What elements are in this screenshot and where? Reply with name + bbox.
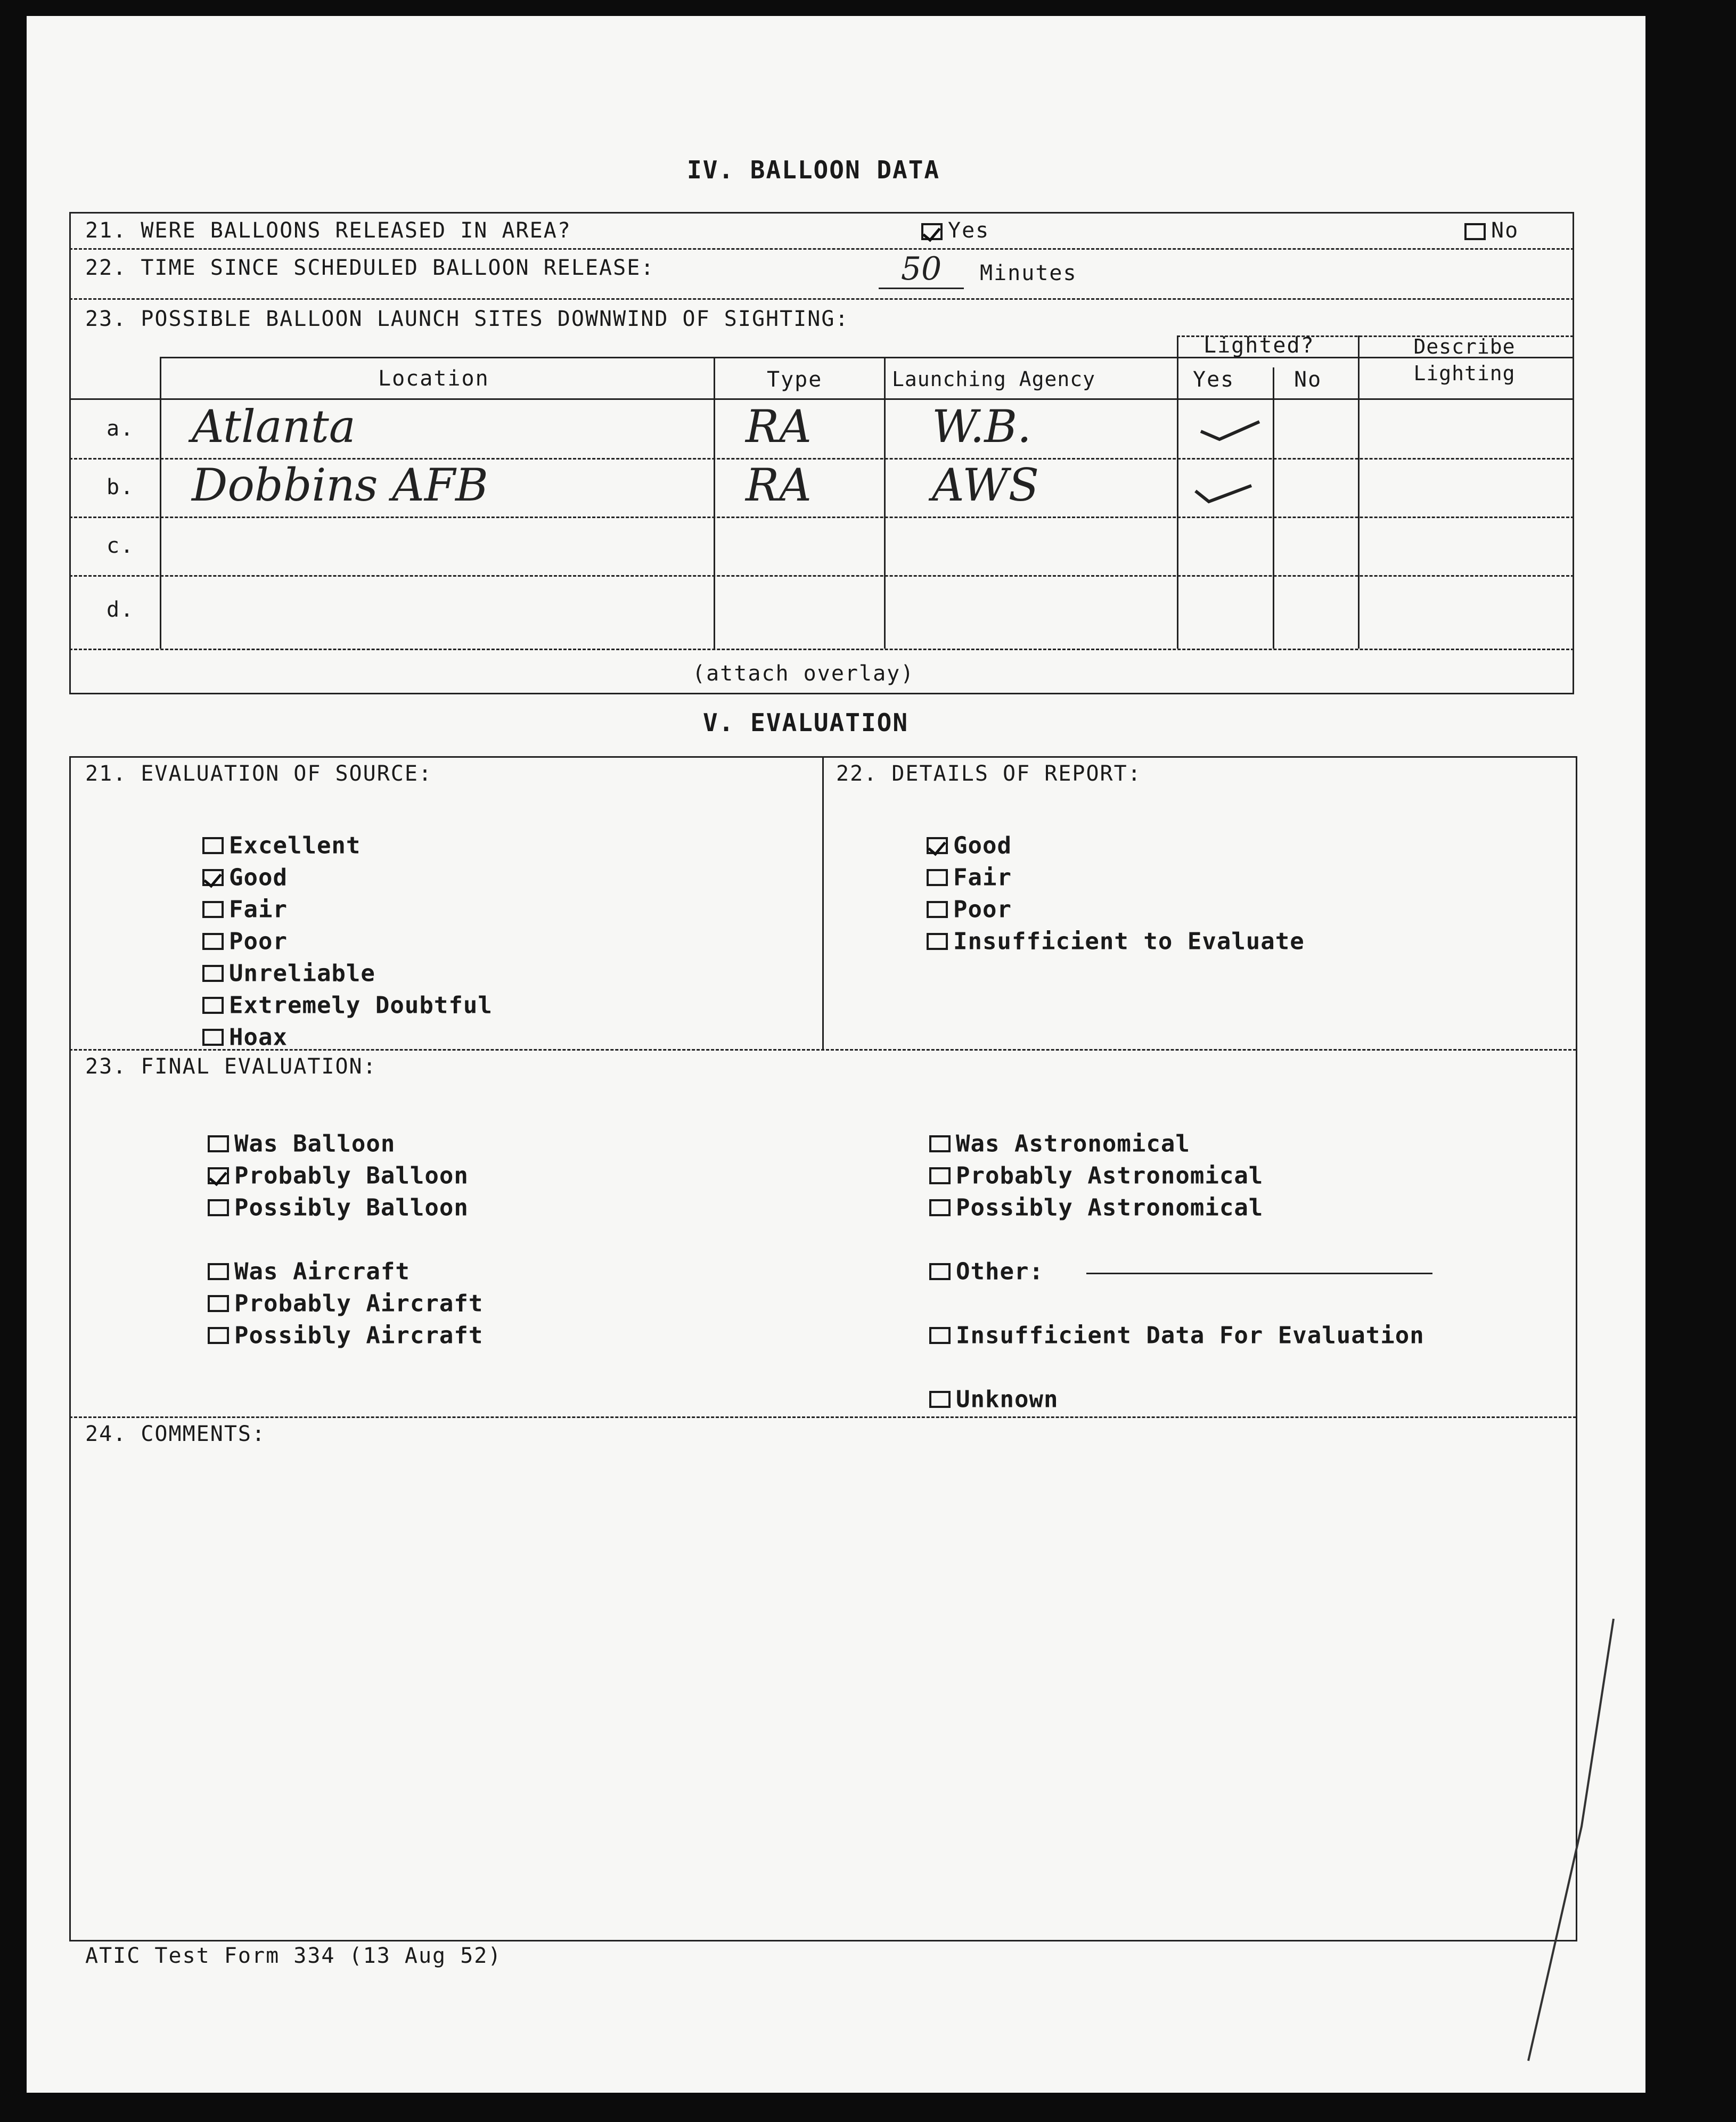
final-right-option-2-label: Probably Astronomical [956,1162,1264,1190]
source-option-1-label: Excellent [229,832,361,859]
final-right-option-2-checkbox[interactable] [929,1167,951,1184]
final-left-option-1[interactable] [208,1129,395,1158]
source-option-1[interactable] [202,831,361,859]
final-left-option-5[interactable] [208,1289,483,1317]
final-left-option-2-checkbox[interactable] [208,1167,229,1184]
row-c-letter: c. [107,534,135,558]
final-right-option-5[interactable] [929,1321,1424,1349]
q23-label: 23. POSSIBLE BALLOON LAUNCH SITES DOWNWIND OF SIGHTING: [85,307,849,331]
row-a-location[interactable]: Atlanta [192,400,356,453]
final-left-option-4-label: Was Aircraft [234,1258,410,1285]
source-option-7-checkbox[interactable] [202,1029,224,1046]
final-right-option-3-label: Possibly Astronomical [956,1194,1264,1222]
final-right-option-6-label: Unknown [956,1386,1059,1413]
section-iv-title: IV. BALLOON DATA [687,155,940,184]
final-left-option-3[interactable] [208,1193,469,1222]
source-option-7-label: Hoax [229,1023,288,1051]
header-lighted-yes: Yes [1193,367,1235,392]
final-left-option-6-label: Possibly Aircraft [234,1322,484,1349]
pen-stroke-mark [1518,1613,1624,2066]
final-right-option-5-checkbox[interactable] [929,1327,951,1344]
source-option-5-checkbox[interactable] [202,965,224,982]
source-option-6-label: Extremely Doubtful [229,992,493,1019]
attach-overlay: (attach overlay) [692,661,915,686]
q21-yes[interactable] [921,218,989,243]
comments-area[interactable] [91,1464,1560,1922]
source-option-5[interactable] [202,958,375,987]
q22-label: 22. TIME SINCE SCHEDULED BALLOON RELEASE: [85,256,655,280]
section-v-title: V. EVALUATION [703,708,909,737]
final-label: 23. FINAL EVALUATION: [85,1054,377,1079]
source-option-4-label: Poor [229,928,288,955]
source-option-4-checkbox[interactable] [202,933,224,950]
final-left-option-3-label: Possibly Balloon [234,1194,469,1222]
final-left-option-3-checkbox[interactable] [208,1199,229,1216]
source-option-4[interactable] [202,927,288,955]
details-option-2[interactable] [927,863,1012,891]
final-right-option-5-label: Insufficient Data For Evaluation [956,1322,1424,1349]
source-option-3-label: Fair [229,896,288,923]
details-option-4-checkbox[interactable] [927,933,948,950]
details-option-2-label: Fair [953,864,1012,891]
q21-no-label: No [1491,218,1519,243]
source-option-1-checkbox[interactable] [202,837,224,854]
final-left-option-2-label: Probably Balloon [234,1162,469,1190]
details-option-2-checkbox[interactable] [927,869,948,886]
final-right-option-3-checkbox[interactable] [929,1199,951,1216]
row-b-agency[interactable]: AWS [932,459,1039,511]
final-left-option-1-label: Was Balloon [234,1130,396,1158]
final-right-option-3[interactable] [929,1193,1263,1222]
final-right-option-1-label: Was Astronomical [956,1130,1190,1158]
source-option-2[interactable] [202,863,288,891]
q21-yes-checkbox[interactable] [921,223,943,240]
q21-no[interactable] [1464,218,1519,243]
details-option-4[interactable] [927,927,1305,955]
final-right-option-6-checkbox[interactable] [929,1391,951,1408]
q21-label: 21. WERE BALLOONS RELEASED IN AREA? [85,218,571,243]
row-b-lighted-yes-check-icon [1193,480,1257,507]
source-label: 21. EVALUATION OF SOURCE: [85,761,433,786]
final-right-option-4-label: Other: [956,1258,1044,1285]
source-option-5-label: Unreliable [229,960,375,987]
final-left-option-4[interactable] [208,1257,410,1285]
final-right-option-4-checkbox[interactable] [929,1263,951,1280]
final-right-option-1[interactable] [929,1129,1190,1158]
final-left-option-2[interactable] [208,1161,469,1190]
row-b-location[interactable]: Dobbins AFB [192,459,488,511]
final-right-option-1-checkbox[interactable] [929,1135,951,1152]
final-left-option-5-label: Probably Aircraft [234,1290,484,1317]
comments-label: 24. COMMENTS: [85,1422,266,1446]
row-a-lighted-yes-check-icon [1198,415,1262,442]
form-id: ATIC Test Form 334 (13 Aug 52) [85,1944,502,1968]
details-option-4-label: Insufficient to Evaluate [953,928,1305,955]
source-option-3-checkbox[interactable] [202,901,224,918]
header-lighted-no: No [1294,367,1322,392]
source-option-3[interactable] [202,895,288,923]
balloon-data-box [69,212,1574,694]
final-right-option-4[interactable] [929,1257,1044,1285]
row-b-letter: b. [107,475,135,499]
q21-no-checkbox[interactable] [1464,223,1486,240]
row-d-letter: d. [107,597,135,622]
header-location: Location [378,366,489,391]
header-describe: Describe Lighting [1413,335,1516,385]
final-left-option-4-checkbox[interactable] [208,1263,229,1280]
final-right-option-2[interactable] [929,1161,1263,1190]
header-agency: Launching Agency [892,367,1096,391]
row-a-type[interactable]: RA [746,400,812,453]
q22-value[interactable]: 50 [879,250,964,289]
details-label: 22. DETAILS OF REPORT: [836,761,1142,786]
q22-unit: Minutes [980,261,1077,285]
source-option-6[interactable] [202,990,493,1019]
final-left-option-5-checkbox[interactable] [208,1295,229,1312]
details-option-3-label: Poor [953,896,1012,923]
header-type: Type [767,367,823,392]
details-option-3[interactable] [927,895,1012,923]
form-page [27,16,1645,2093]
final-left-option-6-checkbox[interactable] [208,1327,229,1344]
final-right-option-6[interactable] [929,1384,1058,1413]
q21-yes-label: Yes [948,218,990,243]
row-a-letter: a. [107,416,135,441]
final-left-option-6[interactable] [208,1321,483,1349]
row-b-type[interactable]: RA [746,459,812,511]
source-option-7[interactable] [202,1022,288,1051]
source-option-2-label: Good [229,864,288,891]
details-option-1-label: Good [953,832,1012,859]
details-option-1-checkbox[interactable] [927,837,948,854]
final-left-option-1-checkbox[interactable] [208,1135,229,1152]
row-a-agency[interactable]: W.B. [932,400,1031,453]
source-option-2-checkbox[interactable] [202,869,224,886]
details-option-1[interactable] [927,831,1012,859]
details-option-3-checkbox[interactable] [927,901,948,918]
source-option-6-checkbox[interactable] [202,997,224,1014]
header-lighted: Lighted? [1203,333,1315,358]
